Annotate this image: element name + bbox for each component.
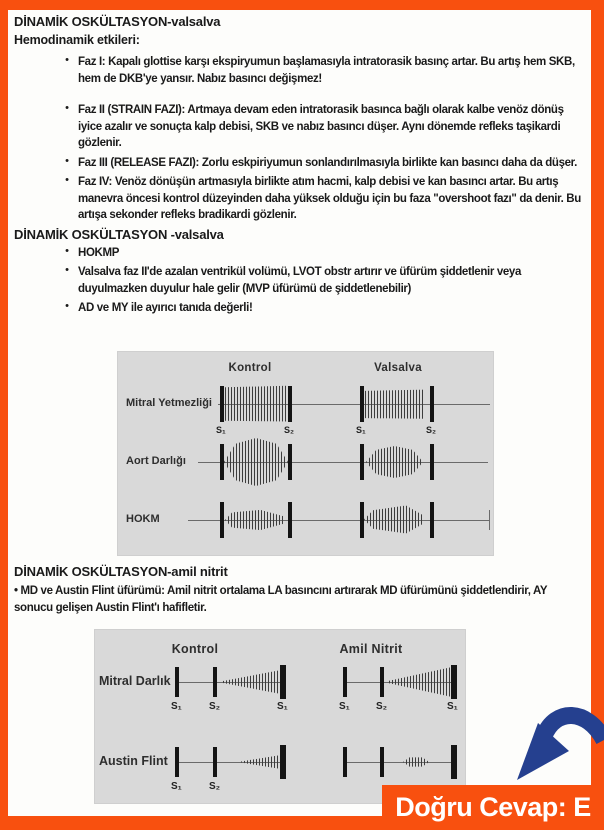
diagram1-row3-s2-bar-valsalva: [430, 502, 434, 538]
subheading-hemodinamik: Hemodinamik etkileri:: [14, 33, 140, 47]
bullet-ayirici: [14, 300, 583, 317]
bullet-hokmp: [14, 245, 583, 262]
amil-nitrit-section: [14, 564, 583, 616]
diagram2-row1-s1-label-k: S₁: [171, 701, 182, 712]
bullet-faz2: [14, 102, 583, 152]
diagram2-row1-s1-label-a: S₁: [339, 701, 350, 712]
diagram1-row1-s2-bar-valsalva: [430, 386, 434, 422]
amil-nitrit-phonocardiogram-figure: [95, 630, 465, 803]
diagram2-row2-s1b-bar-a: [451, 745, 457, 779]
bullet-faz1-text: • Faz I: Kapalı glottise karşı ekspiryumun başlamasıyla intratorasik basınç artar. Bu artış hem SKB, hem de DKB'ye yansır. Nabız basıncı değişmez!: [78, 56, 575, 85]
diagram2-row1-s1b-bar-a: [451, 665, 457, 699]
diagram2-row2-murmur-kontrol: [241, 755, 281, 769]
bullet-faz4-text: • Faz IV: Venöz dönüşün artmasıyla birlikte atım hacmi, kalp debisi ve kan basıncı artar. Bu artış manevra öncesi kontrol düzeyinden daha yüksek olduğu için bu faza "overshoot fazı" da denir. Bu artışa sekonder refleks bradikardi gözlenir.: [78, 176, 581, 221]
diagram2-row2-s2-label-k: S₂: [209, 781, 221, 792]
bullet-faz3-text: • Faz III (RELEASE FAZI): Zorlu eskpiriyumun sonlandırılmasıyla birlikte kan basıncı daha da düşer.: [78, 156, 578, 169]
diagram1-col-kontrol: Kontrol: [228, 362, 272, 374]
diagram1-row1-murmur-valsalva: [365, 389, 425, 420]
correct-answer-banner: Doğru Cevap: E: [382, 785, 604, 830]
valsalva-phonocardiogram-figure: [118, 352, 493, 555]
diagram2-row2-s1-bar-a: [343, 747, 347, 777]
diagram1-row2-label: Aort Darlığı: [126, 455, 186, 467]
diagram1-row3-s2-bar-kontrol: [288, 502, 292, 538]
bullet-ayirici-text: • AD ve MY ile ayırıcı tanıda değerli!: [78, 302, 253, 314]
diagram2-row1-label: Mitral Darlık: [99, 674, 171, 688]
bullet-faz3: [14, 155, 583, 172]
diagram2-row2-s1-bar-k: [175, 747, 179, 777]
bullet-faz4: [14, 174, 583, 224]
diagram1-row1-s2-label-v: S₂: [426, 425, 437, 435]
diagram1-row3-murmur-valsalva: [364, 504, 424, 535]
diagram2-row1-s1b-label-a: S₁: [447, 701, 458, 712]
diagram1-row3-murmur-kontrol: [225, 508, 284, 532]
diagram2-row1-murmur-kontrol: [223, 670, 281, 694]
bullet-faz1: [14, 54, 583, 87]
content-page: [8, 10, 591, 816]
section-heading-valsalva-2: DİNAMİK OSKÜLTASYON -valsalva: [14, 226, 224, 242]
diagram1-row1-s1-label-v: S₁: [356, 425, 366, 435]
diagram1-row1-s1-bar-valsalva: [360, 386, 364, 422]
diagram1-row3-s1-bar-valsalva: [360, 502, 364, 538]
bullet-lvot: [14, 264, 583, 297]
amil-nitrit-paragraph: • MD ve Austin Flint üfürümü: Amil nitrit ortalama LA basıncını artırarak MD üfürümünü şiddetlendirir, AY sonucu gelişen Austin Flint'ı hafifletir.: [14, 585, 547, 614]
diagram2-row2-s1b-bar-k: [280, 745, 286, 779]
diagram1-row2-murmur-valsalva: [366, 446, 423, 478]
diagram2-row1-s1b-label-k: S₁: [277, 701, 288, 712]
diagram1-row1-s1-label-k: S₁: [216, 425, 226, 435]
diagram1-edge-tick: [489, 510, 490, 530]
diagram1-row1-s2-bar-kontrol: [288, 386, 292, 422]
diagram1-row1-s1-bar-kontrol: [220, 386, 224, 422]
answer-arrow-icon: [505, 688, 604, 800]
diagram2-row2-s2-bar-k: [213, 747, 217, 777]
diagram1-row2-s2-bar-kontrol: [288, 444, 292, 480]
diagram1-col-valsalva: Valsalva: [374, 362, 422, 374]
bullet-hokmp-text: • HOKMP: [78, 246, 120, 259]
valsalva-section: [14, 14, 583, 320]
diagram1-row1-s2-label-k: S₂: [284, 425, 295, 435]
diagram2-row1-s2-bar-k: [213, 667, 217, 697]
diagram2-row1-s2-label-a: S₂: [376, 701, 388, 712]
diagram1-row2-murmur-kontrol: [224, 438, 288, 486]
diagram2-row1-s1-bar-k: [175, 667, 179, 697]
diagram2-row2-s1-label-k: S₁: [171, 781, 182, 792]
bullet-lvot-text: • Valsalva faz II'de azalan ventrikül volümü, LVOT obstr artırır ve üfürüm şiddetlenir veya duyulmazken duyulur hale gelir (MVP üfürümü de şiddetlenebilir): [78, 266, 522, 295]
diagram1-row3-label: HOKM: [126, 513, 160, 525]
diagram2-row2-murmur-amil: [403, 757, 429, 767]
diagram2-row1-s2-label-k: S₂: [209, 701, 221, 712]
diagram2-col-amil-nitrit: Amil Nitrit: [339, 642, 403, 656]
section-heading-amil-nitrit: DİNAMİK OSKÜLTASYON-amil nitrit: [14, 564, 228, 579]
diagram2-row1-s2-bar-a: [380, 667, 384, 697]
diagram2-row1-s1b-bar-k: [280, 665, 286, 699]
diagram2-row2-label: Austin Flint: [99, 754, 168, 768]
section-heading-valsalva: DİNAMİK OSKÜLTASYON-valsalva: [14, 14, 221, 29]
diagram1-row3-s1-bar-kontrol: [220, 502, 224, 538]
diagram1-row2-s1-bar-kontrol: [220, 444, 224, 480]
bullet-faz2-text: • Faz II (STRAIN FAZI): Artmaya devam eden intratorasik basınca bağlı olarak kalbe venöz dönüş iyice azalır ve sonuçta kalp debisi, SKB ve nabız basıncı düşer. Aynı dönemde refleks taşikardi gözlenir.: [78, 104, 564, 149]
diagram1-row2-s2-bar-valsalva: [430, 444, 434, 480]
diagram2-row1-murmur-amil: [389, 667, 452, 697]
diagram1-row1-murmur-kontrol: [225, 385, 287, 423]
diagram1-row2-s1-bar-valsalva: [360, 444, 364, 480]
diagram2-row1-s1-bar-a: [343, 667, 347, 697]
diagram1-row1-label: Mitral Yetmezliği: [126, 397, 212, 409]
diagram2-row2-baseline-amil: [343, 762, 456, 763]
diagram2-col-kontrol: Kontrol: [171, 642, 219, 656]
diagram2-row2-s2-bar-a: [380, 747, 384, 777]
